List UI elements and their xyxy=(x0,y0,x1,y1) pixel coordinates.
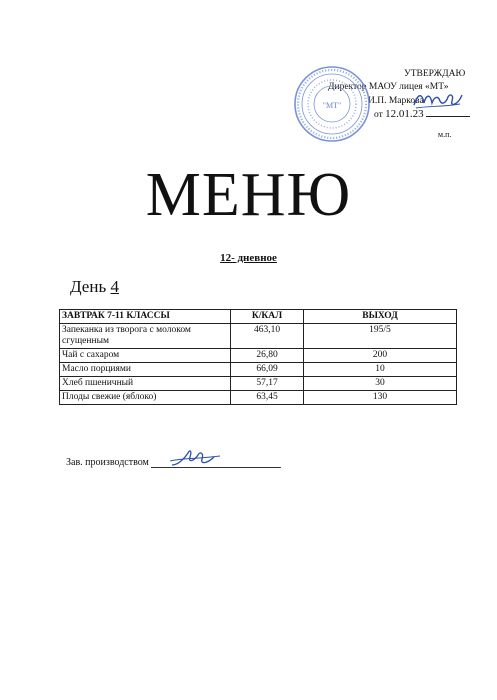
director-signature-icon xyxy=(412,89,464,111)
dish-cell: Запеканка из творога с молоком сгущенным xyxy=(60,324,231,349)
table-row xyxy=(60,377,457,391)
page-subtitle: 12- дневное xyxy=(220,252,277,264)
dish-cell: Чай с сахаром xyxy=(60,349,231,363)
header-yield: ВЫХОД xyxy=(304,310,457,324)
round-stamp-icon xyxy=(292,64,372,144)
seal-place-label: м.п. xyxy=(438,130,452,139)
dish-cell: Хлеб пшеничный xyxy=(60,377,231,391)
table-row xyxy=(60,324,457,349)
date-underline xyxy=(426,116,470,117)
approval-date: 12.01.23 xyxy=(385,108,424,120)
day-number: 4 xyxy=(110,277,119,296)
approval-name: И.П. Маркова xyxy=(368,96,424,106)
table-row xyxy=(60,363,457,377)
approval-position: Директор МАОУ лицея «МТ» xyxy=(328,82,449,92)
kcal-cell: 63,45 xyxy=(231,391,304,405)
yield-cell: 130 xyxy=(304,391,457,405)
dish-cell: Масло порциями xyxy=(60,363,231,377)
kcal-cell: 66,09 xyxy=(231,363,304,377)
day-label xyxy=(70,277,119,297)
kcal-cell: 57,17 xyxy=(231,377,304,391)
day-word: День xyxy=(70,277,107,296)
yield-cell: 10 xyxy=(304,363,457,377)
table-row xyxy=(60,349,457,363)
header-dish: ЗАВТРАК 7-11 КЛАССЫ xyxy=(60,310,231,324)
stamp-text: "МТ" xyxy=(322,101,342,110)
page-title: МЕНЮ xyxy=(145,161,352,229)
approval-date-prefix: от xyxy=(374,110,383,120)
kcal-cell: 463,10 xyxy=(231,324,304,349)
table-header-row xyxy=(60,310,457,324)
yield-cell: 195/5 xyxy=(304,324,457,349)
header-kcal: К/КАЛ xyxy=(231,310,304,324)
table-row xyxy=(60,391,457,405)
kcal-cell: 26,80 xyxy=(231,349,304,363)
yield-cell: 30 xyxy=(304,377,457,391)
menu-table xyxy=(59,309,457,405)
yield-cell: 200 xyxy=(304,349,457,363)
production-signature-icon xyxy=(168,445,222,471)
footer-label: Зав. производством xyxy=(66,457,149,468)
approval-heading: УТВЕРЖДАЮ xyxy=(404,69,466,79)
dish-cell: Плоды свежие (яблоко) xyxy=(60,391,231,405)
